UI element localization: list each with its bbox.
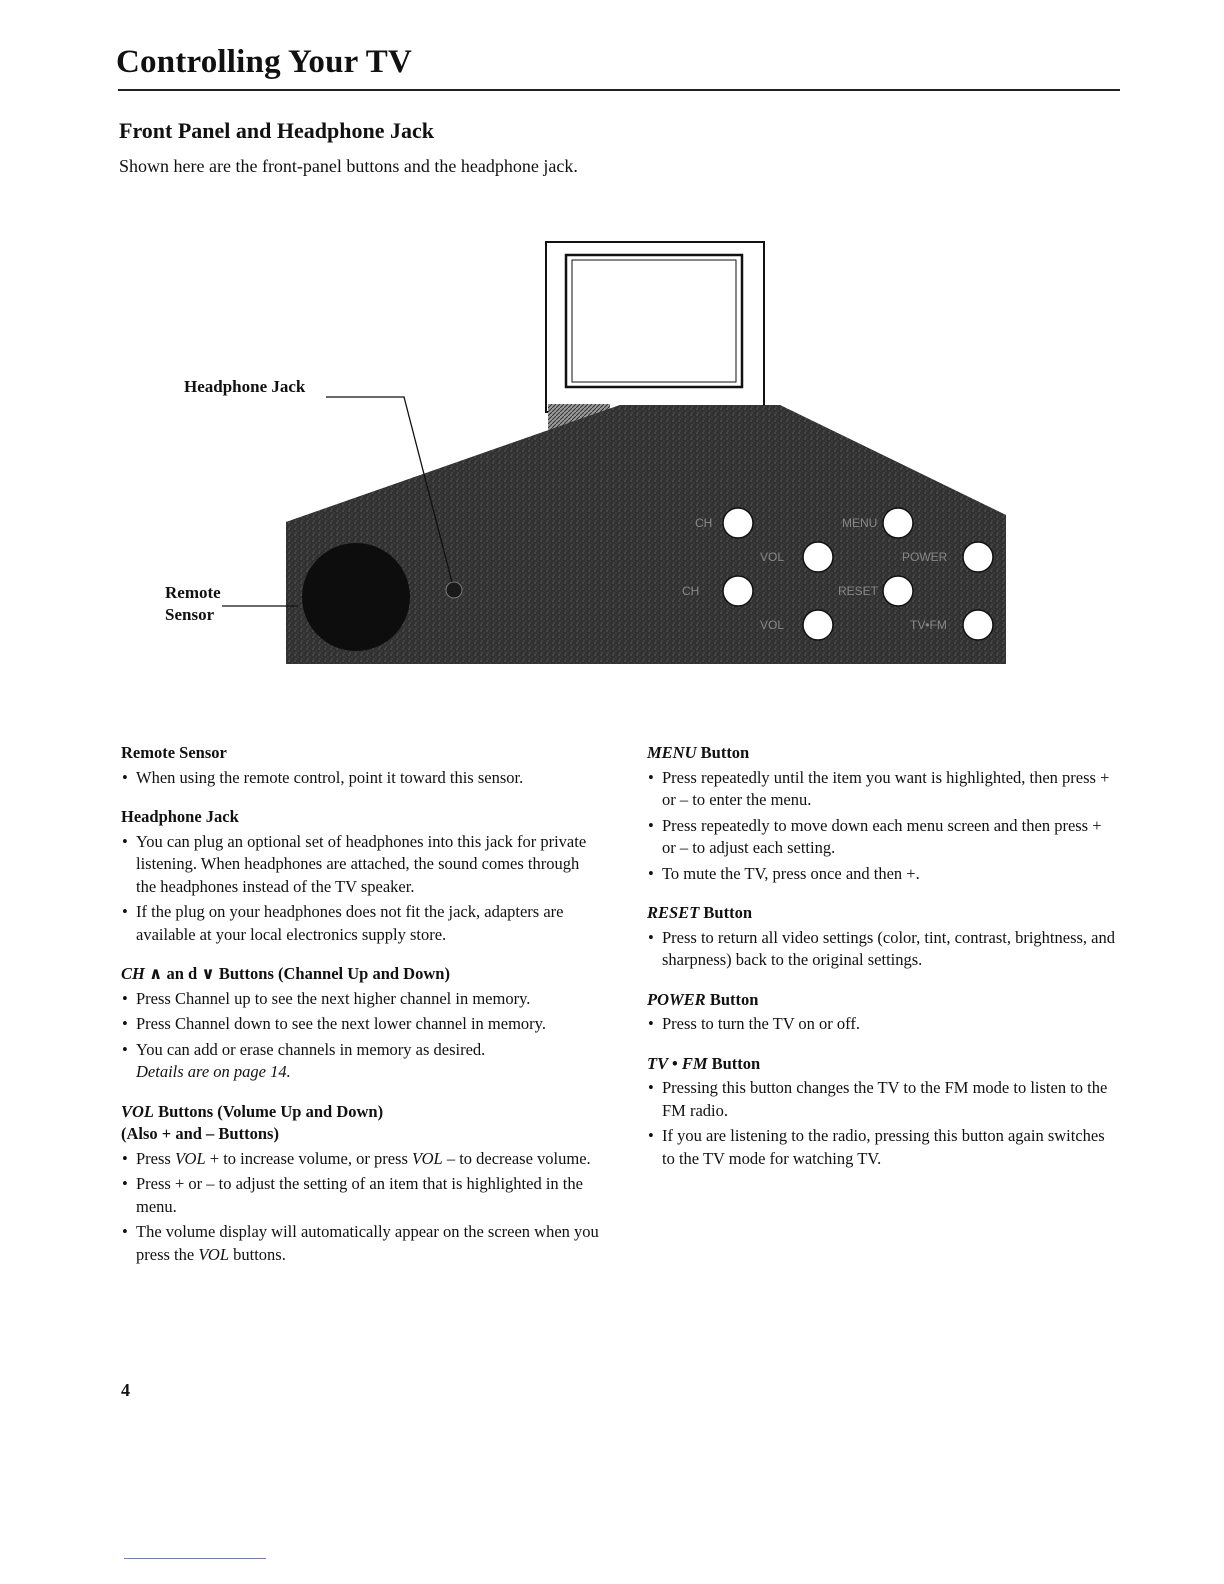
reset-button-heading bbox=[647, 902, 1117, 925]
power-heading-rest: Button bbox=[705, 989, 759, 1009]
tv-screen bbox=[566, 255, 742, 387]
left-column bbox=[121, 742, 601, 1283]
panel-text-ch-down: CH bbox=[682, 584, 700, 598]
vol-bullet-1 bbox=[121, 1148, 601, 1171]
panel-text-menu: MENU bbox=[842, 516, 878, 530]
ch-heading-rest: ∧ an d ∨ Buttons (Channel Up and Down) bbox=[144, 964, 450, 983]
vol-buttons-section bbox=[121, 1101, 601, 1267]
tvfm-heading-rest: Button bbox=[707, 1053, 761, 1073]
panel-magnified bbox=[286, 405, 1006, 664]
power-button bbox=[963, 542, 993, 572]
menu-heading-italic: MENU bbox=[647, 743, 697, 762]
menu-button-heading bbox=[647, 742, 1117, 765]
tvfm-bullet-2: • If you are listening to the radio, pressing this button again switches to the TV mode for watching TV. bbox=[647, 1125, 1117, 1170]
tvfm-heading-italic: TV • FM bbox=[647, 1053, 708, 1073]
vol-heading-rest: Buttons (Volume Up and Down) bbox=[154, 1101, 384, 1121]
vol-down-button bbox=[803, 610, 833, 640]
menu-heading-rest: Button bbox=[696, 743, 750, 762]
panel-text-tv-fm: TV•FM bbox=[910, 618, 947, 632]
menu-bullet-1: • Press repeatedly until the item you want is highlighted, then press + or – to enter the menu. bbox=[647, 767, 1117, 812]
vol-b3-pre: The volume display will automatically appear on the screen when you press the bbox=[136, 1222, 599, 1264]
power-bullet-1: • Press to turn the TV on or off. bbox=[647, 1013, 1117, 1036]
vol-b1-mid: + to increase volume, or press bbox=[205, 1148, 412, 1168]
power-heading-italic: POWER bbox=[647, 989, 706, 1009]
tv-fm-button-heading bbox=[647, 1053, 1117, 1076]
headphone-jack-heading: Headphone Jack bbox=[121, 807, 239, 826]
vol-bullet-3 bbox=[121, 1221, 601, 1266]
ch-bullet-2: • Press Channel down to see the next lower channel in memory. bbox=[121, 1013, 601, 1036]
tv-fm-button-section bbox=[647, 1053, 1117, 1171]
menu-button bbox=[883, 508, 913, 538]
power-button-section bbox=[647, 989, 1117, 1036]
vol-b1-post: – to decrease volume. bbox=[442, 1148, 591, 1168]
ch-bullet-3-text: You can add or erase channels in memory as desired. bbox=[136, 1039, 486, 1059]
vol-heading-italic: VOL bbox=[121, 1101, 154, 1121]
ch-buttons-heading bbox=[121, 963, 601, 986]
headphone-jack-bullet-2: • If the plug on your headphones does not fit the jack, adapters are available at your local electronics supply store. bbox=[121, 901, 601, 946]
panel-text-power: POWER bbox=[902, 550, 948, 564]
page-title: Controlling Your TV bbox=[116, 44, 412, 80]
section-heading: Front Panel and Headphone Jack bbox=[119, 118, 434, 143]
ch-bullet-1: • Press Channel up to see the next higher channel in memory. bbox=[121, 988, 601, 1011]
menu-bullet-2: • Press repeatedly to move down each menu screen and then press + or – to adjust each setting. bbox=[647, 815, 1117, 860]
ch-bullet-3 bbox=[121, 1039, 601, 1062]
vol-buttons-heading bbox=[121, 1101, 601, 1146]
menu-bullet-3: • To mute the TV, press once and then +. bbox=[647, 863, 1117, 886]
footer-rule bbox=[124, 1558, 266, 1559]
right-column bbox=[647, 742, 1117, 1187]
headphone-jack-bullet-1: • You can plug an optional set of headphones into this jack for private listening. When headphones are attached, the sound comes through the headphones instead of the TV speaker. bbox=[121, 831, 601, 899]
ch-page-reference: Details are on page 14. bbox=[136, 1062, 291, 1081]
vol-bullet-2: • Press + or – to adjust the setting of an item that is highlighted in the menu. bbox=[121, 1173, 601, 1218]
reset-heading-italic: RESET bbox=[647, 903, 700, 922]
power-button-heading bbox=[647, 989, 1117, 1012]
remote-sensor-label-line1: Remote bbox=[165, 583, 221, 602]
vol-b1-italic-1: VOL bbox=[174, 1148, 206, 1168]
headphone-jack-socket bbox=[446, 582, 462, 598]
reset-button-section bbox=[647, 902, 1117, 972]
remote-sensor-heading: Remote Sensor bbox=[121, 743, 227, 762]
intro-text: Shown here are the front-panel buttons and the headphone jack. bbox=[119, 156, 578, 176]
ch-down-button bbox=[723, 576, 753, 606]
remote-sensor-bullet: • When using the remote control, point it toward this sensor. bbox=[121, 767, 601, 790]
remote-sensor-section bbox=[121, 742, 601, 789]
tvfm-bullet-1: • Pressing this button changes the TV to the FM mode to listen to the FM radio. bbox=[647, 1077, 1117, 1122]
panel-text-vol-down: VOL bbox=[760, 618, 785, 632]
tv-set-illustration bbox=[546, 242, 764, 430]
vol-b1-pre: Press bbox=[136, 1148, 175, 1168]
ch-heading-italic: CH bbox=[121, 964, 145, 983]
ch-buttons-section bbox=[121, 963, 601, 1084]
ch-up-button bbox=[723, 508, 753, 538]
vol-heading-line2: (Also + and – Buttons) bbox=[121, 1124, 279, 1143]
vol-up-button bbox=[803, 542, 833, 572]
headphone-jack-section bbox=[121, 806, 601, 946]
reset-heading-rest: Button bbox=[699, 903, 753, 922]
panel-text-reset: RESET bbox=[838, 584, 879, 598]
panel-text-vol-up: VOL bbox=[760, 550, 785, 564]
remote-sensor-label-line2: Sensor bbox=[165, 605, 215, 624]
panel-text-ch-up: CH bbox=[695, 516, 713, 530]
vol-b3-italic: VOL bbox=[198, 1244, 230, 1264]
reset-bullet-1: • Press to return all video settings (color, tint, contrast, brightness, and sharpness) back to the original settings. bbox=[647, 927, 1117, 972]
reset-button bbox=[883, 576, 913, 606]
page-number: 4 bbox=[121, 1380, 130, 1400]
vol-b1-italic-2: VOL bbox=[412, 1148, 443, 1168]
vol-b3-post: buttons. bbox=[229, 1244, 286, 1264]
menu-button-section bbox=[647, 742, 1117, 885]
remote-sensor-window bbox=[302, 543, 410, 651]
headphone-jack-label: Headphone Jack bbox=[184, 377, 306, 396]
tv-fm-button bbox=[963, 610, 993, 640]
